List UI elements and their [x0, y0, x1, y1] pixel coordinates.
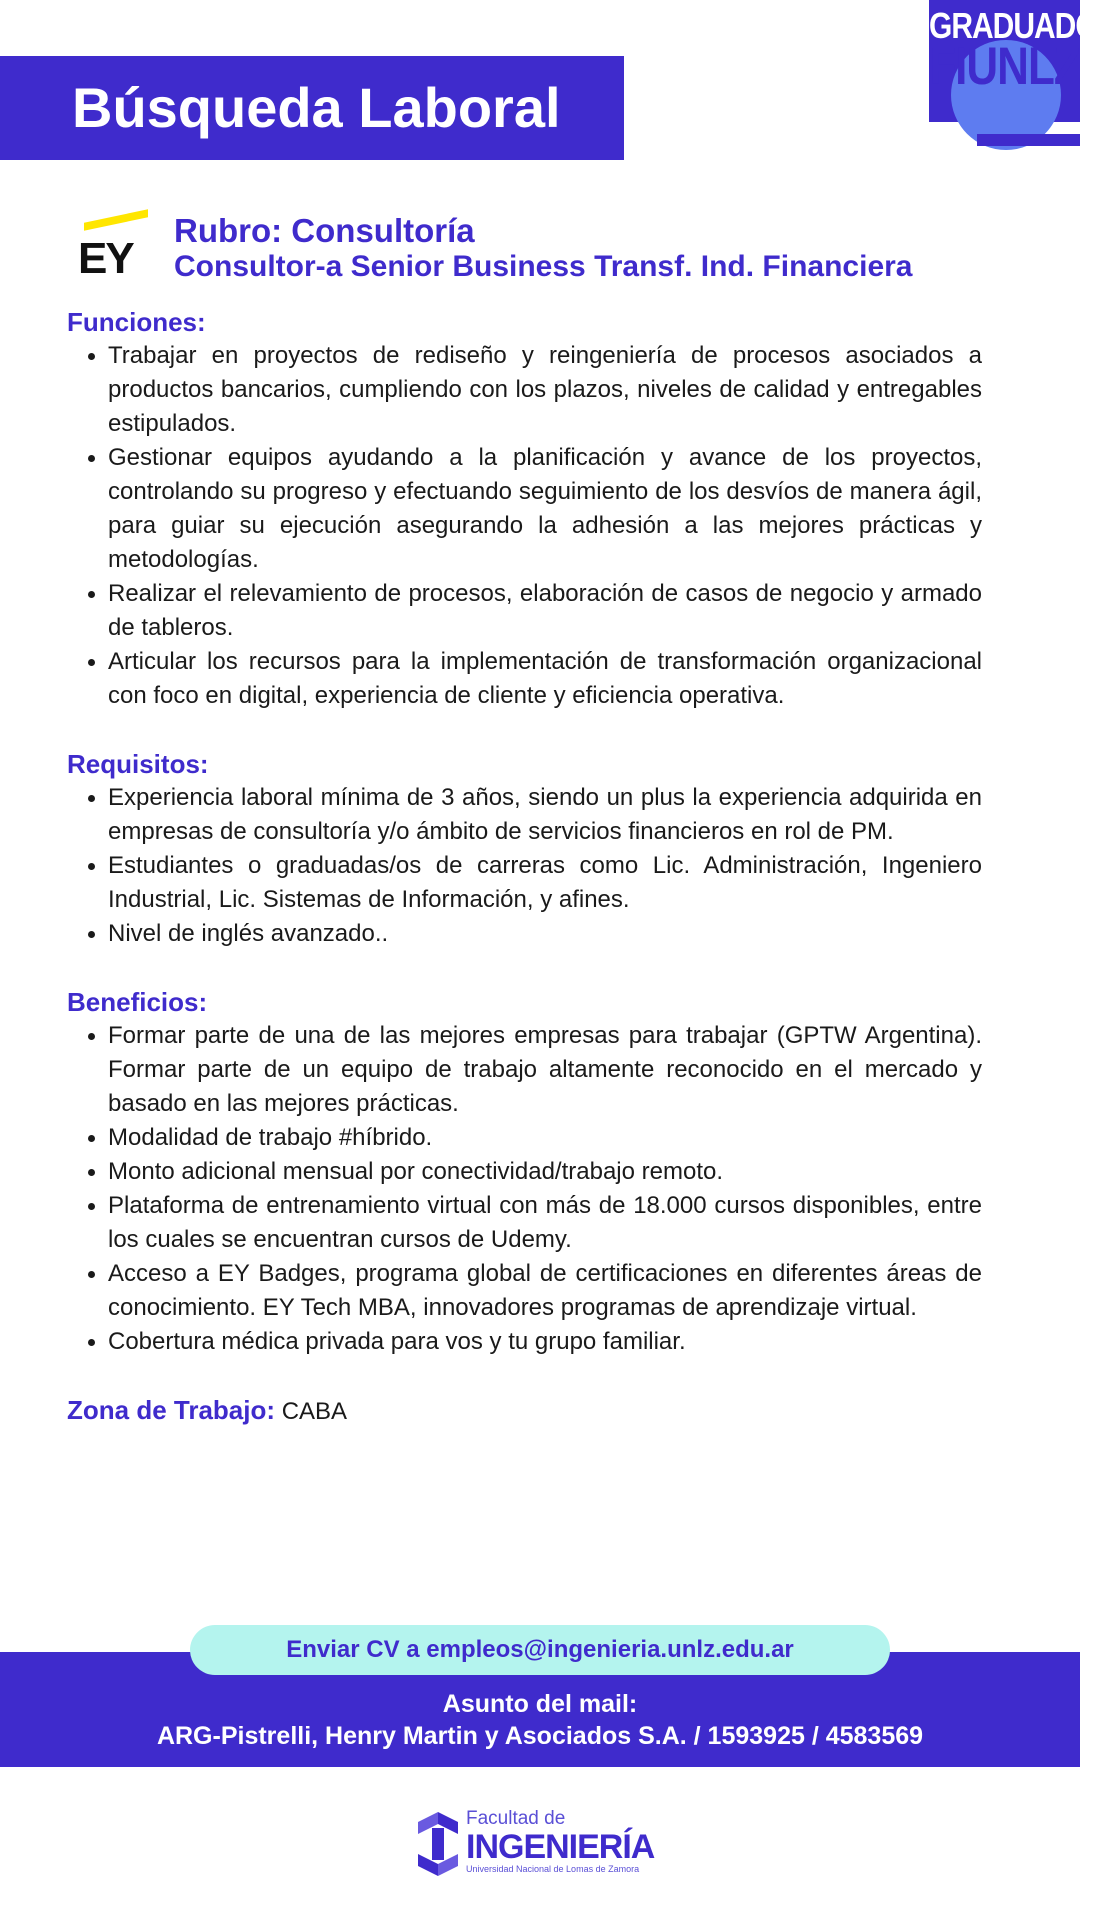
- beneficios-list: [67, 1019, 982, 1359]
- list-item: • Experiencia laboral mínima de 3 años, siendo un plus la experiencia adquirida en empresas de consultoría y/o ámbito de servicios financieros en rol de PM.: [108, 781, 982, 849]
- page-title: Búsqueda Laboral: [0, 56, 624, 160]
- graduados-badge: [929, 0, 1117, 122]
- beneficios-title: Beneficios:: [67, 987, 208, 1017]
- badge-top-text: GRADUADOS: [929, 6, 1117, 47]
- faculty-logo: [418, 1808, 668, 1880]
- funciones-title: Funciones:: [67, 307, 206, 337]
- requisitos-list: [67, 781, 982, 951]
- mail-subject-value: ARG-Pistrelli, Henry Martin y Asociados S.A. / 1593925 / 4583569: [156, 1722, 924, 1750]
- faculty-pre: Facultad de: [466, 1808, 566, 1829]
- spacer: [67, 951, 982, 985]
- list-item: • Monto adicional mensual por conectividad/trabajo remoto.: [108, 1155, 982, 1189]
- mail-subject-label: Asunto del mail:: [442, 1690, 638, 1718]
- list-item: • Acceso a EY Badges, programa global de certificaciones en diferentes áreas de conocimiento. EY Tech MBA, innovadores programas de aprendizaje virtual.: [108, 1257, 982, 1325]
- badge-bottom-text: FIUNLZ: [929, 37, 1080, 96]
- badge-underline: [977, 134, 1080, 146]
- list-item: • Estudiantes o graduadas/os de carreras como Lic. Administración, Ingeniero Industrial, Lic. Sistemas de Información, y afines.: [108, 849, 982, 917]
- mail-subject: [0, 1688, 1080, 1752]
- list-item: • Plataforma de entrenamiento virtual con más de 18.000 cursos disponibles, entre los cuales se encuentran cursos de Udemy.: [108, 1189, 982, 1257]
- list-item: • Trabajar en proyectos de rediseño y reingeniería de procesos asociados a productos bancarios, cumpliendo con los plazos, niveles de calidad y entregables estipulados.: [108, 339, 982, 441]
- faculty-sub: Universidad Nacional de Lomas de Zamora: [466, 1864, 640, 1874]
- list-item: • Formar parte de una de las mejores empresas para trabajar (GPTW Argentina). Formar parte de un equipo de trabajo altamente reconocido en el mercado y basado en las mejores prácticas.: [108, 1019, 982, 1121]
- faculty-main: INGENIERÍA: [466, 1828, 655, 1866]
- ey-logo-slash: [84, 209, 148, 231]
- job-rubro: Rubro: Consultoría: [174, 212, 475, 249]
- ey-logo: [78, 210, 150, 283]
- zona-label: Zona de Trabajo:: [67, 1395, 276, 1425]
- ey-logo-text: EY: [78, 234, 133, 283]
- list-item: • Nivel de inglés avanzado..: [108, 917, 982, 951]
- job-title: Consultor-a Senior Business Transf. Ind. Financiera: [174, 250, 913, 283]
- list-item: • Modalidad de trabajo #híbrido.: [108, 1121, 982, 1155]
- funciones-list: [67, 339, 982, 713]
- faculty-emblem-icon: [418, 1812, 458, 1876]
- zona-trabajo: [67, 1393, 982, 1429]
- list-item: • Realizar el relevamiento de procesos, elaboración de casos de negocio y armado de tableros.: [108, 577, 982, 645]
- requisitos-title: Requisitos:: [67, 749, 209, 779]
- zona-value: CABA: [281, 1398, 348, 1425]
- list-item: • Cobertura médica privada para vos y tu grupo familiar.: [108, 1325, 982, 1359]
- job-content: [67, 305, 982, 1429]
- spacer: [67, 713, 982, 747]
- list-item: • Articular los recursos para la implementación de transformación organizacional con foco en digital, experiencia de cliente y eficiencia operativa.: [108, 645, 982, 713]
- list-item: • Gestionar equipos ayudando a la planificación y avance de los proyectos, controlando su progreso y efectuando seguimiento de los desvíos de manera ágil, para guiar su ejecución asegurando la adhesión a las mejores prácticas y metodologías.: [108, 441, 982, 577]
- send-cv-email[interactable]: Enviar CV a empleos@ingenieria.unlz.edu.ar: [190, 1625, 890, 1675]
